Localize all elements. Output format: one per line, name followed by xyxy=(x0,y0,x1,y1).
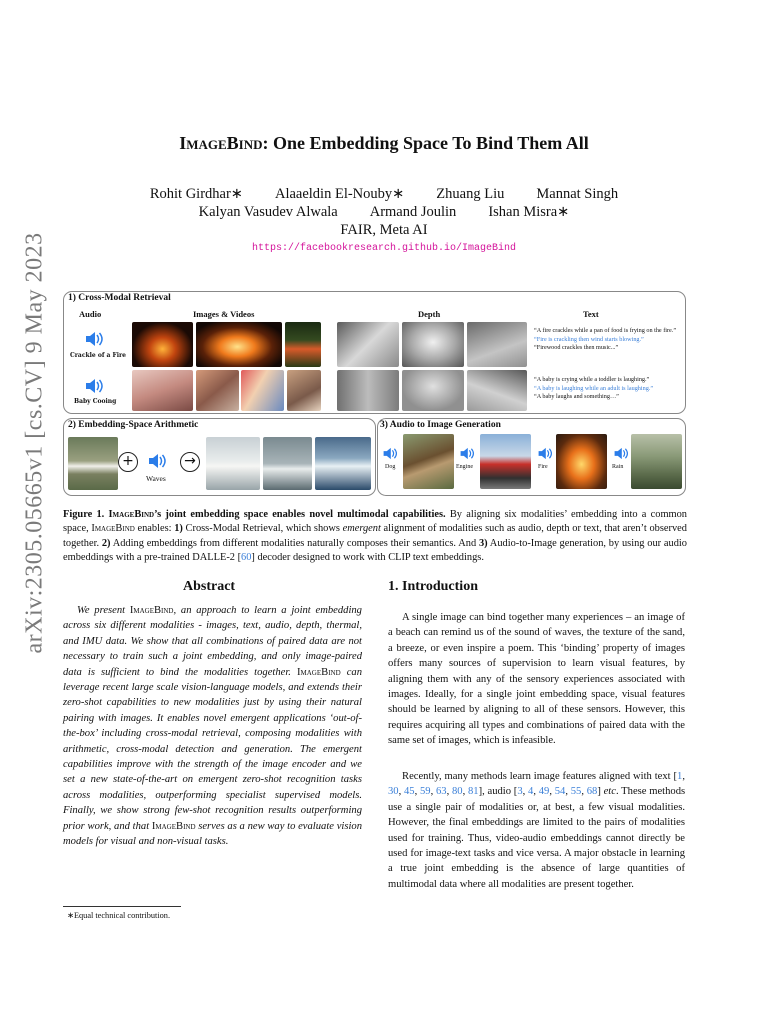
caption-num: 3) xyxy=(478,537,488,549)
audio-label-fire: Crackle of a Fire xyxy=(70,352,126,359)
intro-text: . These methods use a single pair of modalities or, at best, a few visual modalities. However, the final embeddings are limited to the pairs of modalities used for training. Thus, video-audio embeddings cannot directly be used for image-text tasks and vice versa. A major obstacle in learning a true joint embedding is the absence of large quantities of multimodal data where all modalities are present together. xyxy=(388,786,686,890)
fire-image-3 xyxy=(285,322,321,367)
generated-rain-image xyxy=(631,434,682,489)
result-image-2 xyxy=(263,437,312,490)
author: Kalyan Vasudev Alwala xyxy=(198,204,338,220)
depth-image-3 xyxy=(467,322,527,367)
intro-heading: 1. Introduction xyxy=(388,579,478,594)
gen-label-engine: Engine xyxy=(456,464,473,470)
text-result: “A baby is laughing while an adult is laughing.” xyxy=(534,384,654,392)
caption-text: enables: xyxy=(134,523,175,535)
caption-text: ] decoder designed to work with CLIP text embeddings. xyxy=(251,552,484,564)
text-result: “A baby laughs and something…” xyxy=(534,393,619,400)
baby-image-2 xyxy=(196,370,239,411)
author: Ishan Misra∗ xyxy=(488,204,570,220)
abstract-body xyxy=(63,603,362,850)
result-image-1 xyxy=(206,437,260,490)
citation-link[interactable]: 30 xyxy=(388,786,399,798)
text-result: “Fire is crackling then wind starts blowing.” xyxy=(534,335,644,343)
citation-link[interactable]: 45 xyxy=(404,786,415,798)
depth-image-2 xyxy=(402,322,464,367)
arrow-symbol: → xyxy=(180,452,200,472)
citation-link[interactable]: 55 xyxy=(570,786,582,798)
abstract-heading: Abstract xyxy=(183,579,236,594)
text-result: “A baby is crying while a toddler is laughing.” xyxy=(534,376,650,383)
col-audio-heading: Audio xyxy=(79,309,102,319)
caption-emph: emergent xyxy=(342,523,381,535)
affiliation: FAIR, Meta AI xyxy=(340,222,428,238)
caption-num: 1) xyxy=(174,523,183,535)
intro-text: ] xyxy=(597,786,604,798)
abstract-imagebind: ImageBind xyxy=(129,605,174,616)
footnote: ∗Equal technical contribution. xyxy=(67,911,171,920)
text-results-baby xyxy=(534,376,684,402)
abstract-text: serves as a new way to evaluate vision models for visual and non-visual tasks. xyxy=(63,820,362,848)
caption-label: Figure 1. xyxy=(63,509,105,520)
arxiv-stamp: arXiv:2305.05665v1 [cs.CV] 9 May 2023 xyxy=(21,232,48,654)
caption-text: Cross-Modal Retrieval, which shows xyxy=(182,523,343,535)
generated-fire-image xyxy=(556,434,607,489)
speaker-icon xyxy=(537,446,553,461)
result-image-3 xyxy=(315,437,371,490)
speaker-icon xyxy=(613,446,629,461)
citation-link[interactable]: 4 xyxy=(528,786,534,798)
citation-link[interactable]: 80 xyxy=(452,786,463,798)
speaker-icon xyxy=(459,446,475,461)
citation-link[interactable]: 81 xyxy=(468,786,479,798)
caption-imagebind: ImageBind xyxy=(108,509,155,520)
abstract-text: We present xyxy=(77,605,130,616)
citation-link[interactable]: 1 xyxy=(677,771,683,782)
citation-link[interactable]: 63 xyxy=(436,786,447,798)
project-url[interactable]: https://facebookresearch.github.io/ImageBind xyxy=(251,243,517,254)
depth-image-6 xyxy=(467,370,527,411)
intro-paragraph-2: Recently, many methods learn image features aligned with text [1, 30, 45, 59, 63, 80, 81], audio [3, 4, 49, 54, 55, 68] etc. These methods use a single pair of modalities or, at best, a few visual modalities. However, the final embeddings are limited to the pairs of modalities used for training. Thus, video-audio embeddings cannot directly be used for image-text tasks and vice versa. A major obstacle in learning a true joint embedding is the absence of large quantities of multimodal data where all modalities are present together. xyxy=(388,771,686,890)
author: Mannat Singh xyxy=(536,186,619,202)
generated-dog-image xyxy=(403,434,454,489)
intro-text: Recently, many methods learn image features aligned with text [ xyxy=(402,771,678,782)
authors-line-1 xyxy=(0,186,768,203)
gen-label-rain: Rain xyxy=(612,464,624,470)
col-images-heading: Images & Videos xyxy=(193,309,255,319)
authors-line-2 xyxy=(0,204,768,221)
fire-image-2 xyxy=(196,322,282,367)
author: Armand Joulin xyxy=(369,204,457,220)
caption-imagebind: ImageBind xyxy=(91,523,135,535)
baby-image-3 xyxy=(241,370,284,411)
col-depth-heading: Depth xyxy=(418,309,441,319)
abstract-imagebind: ImageBind xyxy=(151,820,196,832)
intro-paragraph-1: A single image can bind together many experiences – an image of a beach can remind us of the sound of waves, the texture of the sand, a breeze, or even inspire a poem. This ‘binding’ property of images offers many sources of supervision to learn visual features, by aligning them with any of the sensory experiences associated with images. Ideally, for a single joint embedding space, visual features should be learned by aligning to all of these sensors. However, this requires acquiring all types and combinations of paired data with the same set of images, which is infeasible. xyxy=(388,612,685,747)
text-results-fire xyxy=(534,327,684,353)
citation-link[interactable]: 3 xyxy=(517,786,523,798)
fire-image-1 xyxy=(132,322,193,367)
gen-label-dog: Dog xyxy=(385,464,396,470)
text-result: “A fire crackles while a pan of food is frying on the fire.” xyxy=(534,327,677,334)
intro-text: ], audio [ xyxy=(478,786,518,798)
author: Alaaeldin El-Nouby∗ xyxy=(274,186,405,202)
caption-text: alignment of modalities such as audio, depth or text, that aren’t observed together. xyxy=(63,523,687,549)
abstract-text: , an approach to learn a joint embedding across six different modalities - images, text, audio, depth, thermal, and IMU data. We show that all combinations of paired data are not necessary to train such a joint embedding, and only image-paired data is sufficient to bind the modalities together. xyxy=(63,605,362,678)
baby-image-4 xyxy=(287,370,321,411)
intro-etc: etc xyxy=(603,786,616,798)
depth-image-5 xyxy=(402,370,464,411)
depth-image-1 xyxy=(337,322,399,367)
text-result: “Firewood crackles then music...” xyxy=(534,344,619,351)
title-rest: : One Embedding Space To Bind Them All xyxy=(262,133,589,153)
waves-label: Waves xyxy=(146,474,166,483)
audio-label-baby: Baby Cooing xyxy=(74,398,117,405)
citation-link[interactable]: 68 xyxy=(586,786,598,798)
author: Zhuang Liu xyxy=(436,186,505,202)
speaker-icon xyxy=(84,330,104,348)
caption-text: Audio-to-Image generation, by using our audio embeddings with a pre-trained DALLE-2 [ xyxy=(63,537,687,564)
paper-title xyxy=(0,133,768,154)
bird-image xyxy=(68,437,118,490)
baby-image-1 xyxy=(132,370,193,411)
speaker-icon xyxy=(382,446,398,461)
footnote-rule xyxy=(63,906,181,907)
abstract-imagebind: ImageBind xyxy=(297,666,341,678)
title-imagebind: ImageBind xyxy=(179,133,263,153)
panel3-title: 3) Audio to Image Generation xyxy=(380,420,501,430)
author: Rohit Girdhar∗ xyxy=(149,186,243,202)
caption-text: By aligning six modalities’ embedding into a common space, xyxy=(63,509,687,535)
generated-engine-image xyxy=(480,434,531,489)
col-text-heading: Text xyxy=(583,309,599,319)
depth-image-4 xyxy=(337,370,399,411)
panel2-title: 2) Embedding-Space Arithmetic xyxy=(68,420,199,430)
citation-link[interactable]: 49 xyxy=(538,786,550,798)
citation-link[interactable]: 60 xyxy=(241,552,252,564)
caption-text: Adding embeddings from different modalities naturally composes their semantics. And xyxy=(110,537,479,549)
abstract-text: can leverage recent large scale vision-language models, and extends their zero-shot capabilities to new modalities just by using their natural pairing with images. It enables novel emergent applications ‘out-of-the-box’ including cross-modal retrieval, composing modalities with arithmetic, cross-modal detection and generation. The emergent capabilities improve with the strength of the image encoder and we set a new state-of-the-art on emergent zero-shot recognition tasks across modalities, outperforming specialist supervised models. Finally, we show strong few-shot recognition results outperforming prior work, and that xyxy=(63,666,362,832)
plus-symbol: + xyxy=(118,452,138,472)
caption-num: 2) xyxy=(101,537,111,549)
citation-link[interactable]: 59 xyxy=(420,786,431,798)
figure-caption xyxy=(63,508,687,566)
panel1-title: 1) Cross-Modal Retrieval xyxy=(68,293,171,303)
gen-label-fire: Fire xyxy=(538,464,548,470)
speaker-icon xyxy=(147,452,167,470)
citation-link[interactable]: 54 xyxy=(554,786,566,798)
speaker-icon xyxy=(84,377,104,395)
caption-bold: ’s joint embedding space enables novel multimodal capabilities. xyxy=(154,509,446,520)
